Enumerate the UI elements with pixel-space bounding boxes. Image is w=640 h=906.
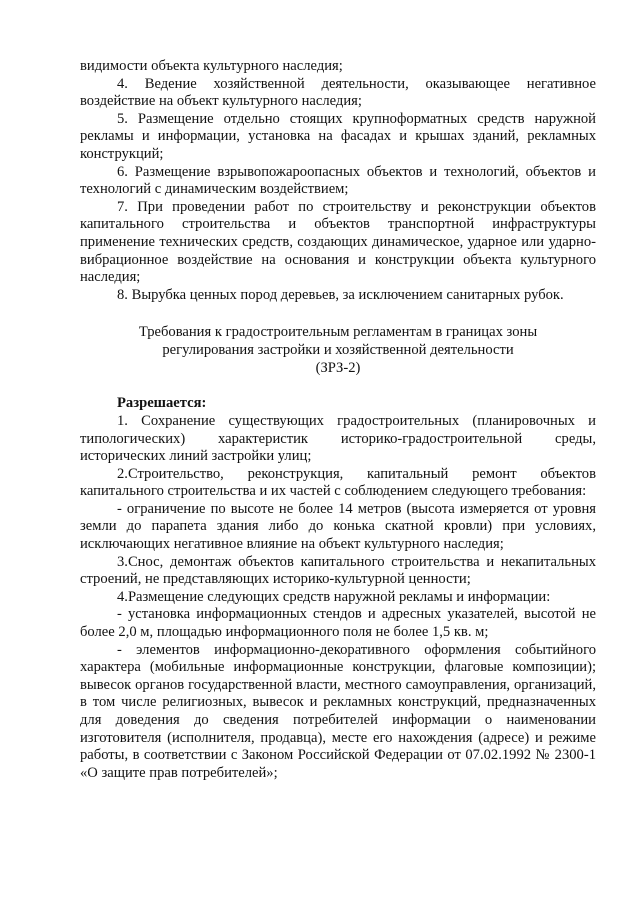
paragraph-height-limit: - ограничение по высоте не более 14 метров (высота измеряется от уровня земли до парапета здания либо до конька скатной кровли) при условиях, исключающих негативное влияние на объект культурного наследия; xyxy=(80,500,596,553)
paragraph-allowed-4: 4.Размещение следующих средств наружной рекламы и информации: xyxy=(117,588,551,605)
document-page xyxy=(80,58,596,782)
paragraph-allowed-3: 3.Снос, демонтаж объектов капитального строительства и некапитальных строений, не представляющих историко-культурной ценности; xyxy=(80,553,596,588)
paragraph-item-5: 5. Размещение отдельно стоящих крупноформатных средств наружной рекламы и информации, установка на фасадах и крышах зданий, рекламных конструкций; xyxy=(80,110,596,162)
paragraphs-bottom xyxy=(80,413,596,782)
paragraph-item-6: 6. Размещение взрывопожароопасных объектов и технологий, объектов и технологий с динамическим воздействием; xyxy=(80,163,596,198)
paragraph-allowed-2: 2.Строительство, реконструкция, капитальный ремонт объектов капитального строительства и их частей с соблюдением следующего требования: xyxy=(80,465,596,500)
paragraph-item-8: 8. Вырубка ценных пород деревьев, за исключением санитарных рубок. xyxy=(117,286,564,303)
section-heading-line-1: Требования к градостроительным регламентам в границах зоны xyxy=(138,324,538,341)
section-heading-line-2: регулирования застройки и хозяйственной деятельности xyxy=(162,342,514,359)
section-heading-line-3: (ЗРЗ-2) xyxy=(315,360,361,377)
paragraph-item-7: 7. При проведении работ по строительству и реконструкции объектов капитального строительства и объектов транспортной инфраструктуры применение технических средств, создающих динамическое, ударное или ударно-вибрационное воздействие на основания и конструкции объекта культурного наследия; xyxy=(80,198,596,286)
paragraph-item-4: 4. Ведение хозяйственной деятельности, оказывающее негативное воздействие на объект культурного наследия; xyxy=(80,75,596,110)
section-heading xyxy=(80,323,596,377)
paragraph-decorative-elements: - элементов информационно-декоративного оформления событийного характера (мобильные информационные конструкции, флаговые композиции); вывесок органов государственной власти, местного самоуправления, организаций, в том числе религиозных, вывесок и рекламных конструкций, предназначенных для доведения до сведения потребителей информации о наименовании изготовителя (исполнителя, продавца), месте его нахождения (адресе) и режиме работы, в соответствии с Законом Российской Федерации от 07.02.1992 № 2300-1 «О защите прав потребителей»; xyxy=(80,641,596,781)
paragraph-continuation: видимости объекта культурного наследия; xyxy=(80,58,343,74)
paragraphs-top xyxy=(80,58,596,304)
paragraph-info-stands: - установка информационных стендов и адресных указателей, высотой не более 2,0 м, площадью информационного поля не более 1,5 кв. м; xyxy=(80,606,596,641)
allowed-label: Разрешается: xyxy=(117,395,207,412)
paragraph-allowed-1: 1. Сохранение существующих градостроительных (планировочных и типологических) характеристик историко-градостроительной среды, исторических линий застройки улиц; xyxy=(80,412,596,465)
